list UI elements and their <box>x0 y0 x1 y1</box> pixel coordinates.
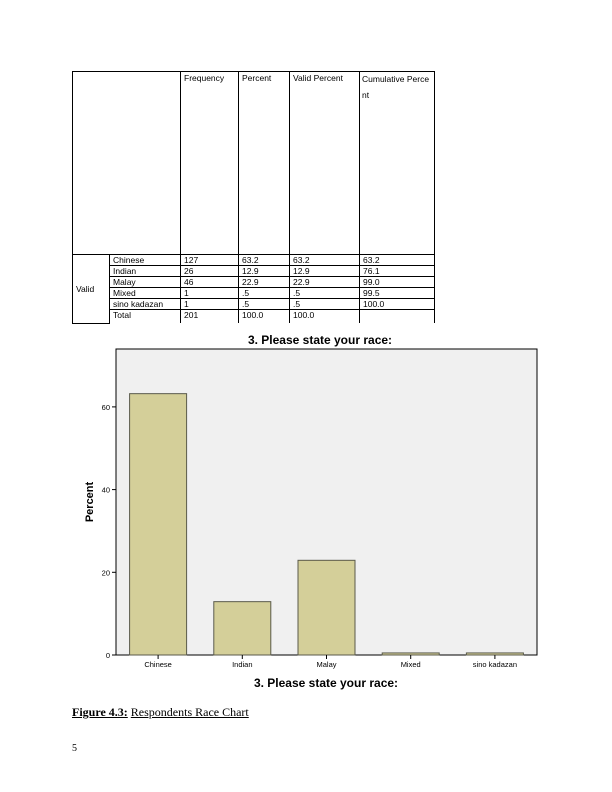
table-row <box>73 299 435 310</box>
row-cumulative-percent: 99.5 <box>360 288 435 299</box>
x-tick-label: Mixed <box>400 660 421 669</box>
row-valid-percent: 100.0 <box>290 310 360 324</box>
row-category: Indian <box>110 266 181 277</box>
row-cumulative-percent: 99.0 <box>360 277 435 288</box>
row-valid-percent: 22.9 <box>290 277 360 288</box>
row-percent: .5 <box>239 299 290 310</box>
row-valid-percent: 12.9 <box>290 266 360 277</box>
header-cumulative-percent: Cumulative Percent <box>360 72 435 255</box>
row-percent: .5 <box>239 288 290 299</box>
table-row <box>73 288 435 299</box>
bar-malay <box>298 560 355 655</box>
row-frequency: 1 <box>181 299 239 310</box>
table-row-total <box>73 310 435 324</box>
row-frequency: 1 <box>181 288 239 299</box>
y-tick-label: 60 <box>101 402 110 412</box>
row-group-label: Valid <box>73 255 110 324</box>
x-tick-label: Malay <box>316 660 337 669</box>
y-tick-label: 0 <box>105 651 110 660</box>
chart-title: 3. Please state your race: <box>247 333 393 347</box>
x-axis <box>144 655 517 669</box>
row-cumulative-percent <box>360 310 435 324</box>
table-row <box>73 255 435 266</box>
bar-mixed <box>382 653 439 655</box>
bar-indian <box>214 602 271 655</box>
header-percent: Percent <box>239 72 290 255</box>
x-axis-label: 3. Please state your race: <box>253 676 399 690</box>
header-frequency: Frequency <box>181 72 239 255</box>
row-cumulative-percent: 100.0 <box>360 299 435 310</box>
row-frequency: 201 <box>181 310 239 324</box>
row-frequency: 26 <box>181 266 239 277</box>
row-percent: 22.9 <box>239 277 290 288</box>
row-percent: 63.2 <box>239 255 290 266</box>
row-valid-percent: .5 <box>290 299 360 310</box>
row-category: sino kadazan <box>110 299 181 310</box>
race-bar-chart <box>72 328 552 693</box>
row-cumulative-percent: 76.1 <box>360 266 435 277</box>
row-category: Mixed <box>110 288 181 299</box>
row-frequency: 127 <box>181 255 239 266</box>
row-category: Malay <box>110 277 181 288</box>
frequency-table <box>72 71 435 324</box>
row-cumulative-percent: 63.2 <box>360 255 435 266</box>
page-number: 5 <box>72 743 77 754</box>
row-frequency: 46 <box>181 277 239 288</box>
figure-caption-text: Respondents Race Chart <box>130 705 249 719</box>
table-corner-cell <box>73 72 181 255</box>
y-tick-label: 40 <box>101 485 110 495</box>
y-axis <box>102 403 116 660</box>
table-row <box>73 266 435 277</box>
y-tick-label: 20 <box>101 568 110 578</box>
bar-chinese <box>130 394 187 655</box>
figure-caption <box>72 705 249 720</box>
x-tick-label: sino kadazan <box>472 660 518 669</box>
bar-sino-kadazan <box>466 653 523 655</box>
table-row <box>73 277 435 288</box>
y-axis-label: Percent <box>84 481 96 523</box>
row-category: Chinese <box>110 255 181 266</box>
x-tick-label: Indian <box>232 660 253 669</box>
figure-label: Figure 4.3: <box>72 705 128 719</box>
row-category: Total <box>110 310 181 324</box>
x-tick-label: Chinese <box>144 660 172 669</box>
row-valid-percent: .5 <box>290 288 360 299</box>
row-valid-percent: 63.2 <box>290 255 360 266</box>
table-header-row <box>73 72 435 255</box>
header-valid-percent: Valid Percent <box>290 72 360 255</box>
row-percent: 12.9 <box>239 266 290 277</box>
row-percent: 100.0 <box>239 310 290 324</box>
